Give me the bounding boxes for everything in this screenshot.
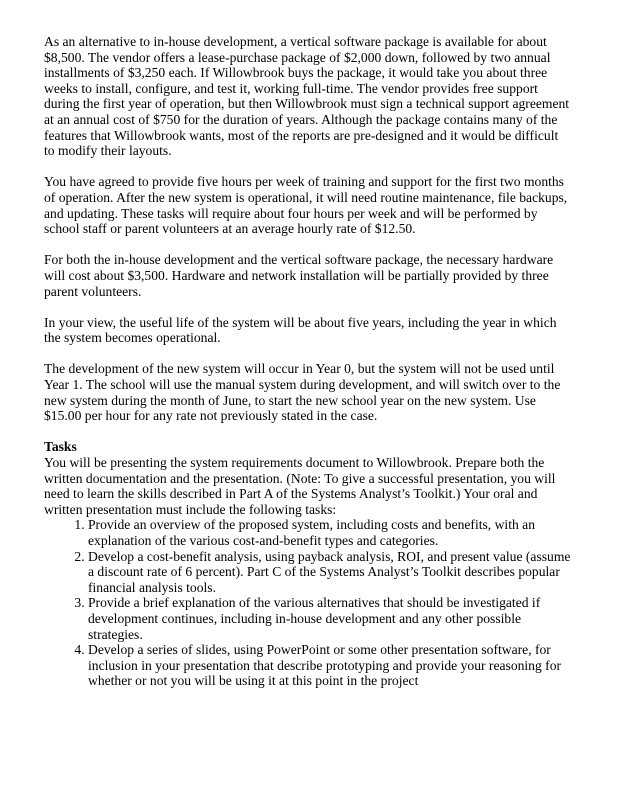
tasks-intro: You will be presenting the system requirements document to Willowbrook. Prepare both the written documentation and the presentation. (Note: To give a successful presentation, you will need to learn the skills described in Part A of the Systems Analyst’s Toolkit.) Your oral and written presentation must include the following tasks: xyxy=(44,455,556,517)
paragraph-hardware-cost: For both the in-house development and the vertical software package, the necessary hardware will cost about $3,500. Hardware and network installation will be partially provided by three parent volunteers. xyxy=(44,252,554,299)
task-item: 3. Provide a brief explanation of the various alternatives that should be investigated if development continues, including in-house development and any other possible strategies. xyxy=(88,595,572,642)
tasks-list xyxy=(44,517,572,689)
paragraph-useful-life: In your view, the useful life of the system will be about five years, including the year in which the system becomes operational. xyxy=(44,314,557,346)
tasks-heading: Tasks xyxy=(44,439,77,455)
paragraph-development-timeline: The development of the new system will occur in Year 0, but the system will not be used until Year 1. The school will use the manual system during development, and will switch over to the new system during the month of June, to start the new school year on the new system. Use $15.00 per hour for any rate not previously stated in the case. xyxy=(44,361,561,424)
task-item: 4. Develop a series of slides, using PowerPoint or some other presentation software, for inclusion in your presentation that describe prototyping and provide your reasoning for whether or not you will be using it at this point in the project xyxy=(88,642,572,689)
task-item: 1. Provide an overview of the proposed system, including costs and benefits, with an explanation of the various cost-and-benefit types and categories. xyxy=(88,517,572,548)
document-page xyxy=(44,34,572,689)
tasks-section xyxy=(44,439,572,689)
task-item: 2. Develop a cost-benefit analysis, using payback analysis, ROI, and present value (assume a discount rate of 6 percent). Part C of the Systems Analyst’s Toolkit describes popular financial analysis tools. xyxy=(88,549,572,596)
paragraph-training-support: You have agreed to provide five hours per week of training and support for the first two months of operation. After the new system is operational, it will need routine maintenance, file backups, and updating. These tasks will require about four hours per week and will be performed by school staff or parent volunteers at an average hourly rate of $12.50. xyxy=(44,174,568,237)
paragraph-vertical-package: As an alternative to in-house development, a vertical software package is available for about $8,500. The vendor offers a lease-purchase package of $2,000 down, followed by two annual installments of $3,250 each. If Willowbrook buys the package, it would take you about three weeks to install, configure, and test it, working full-time. The vendor provides free support during the first year of operation, but then Willowbrook must sign a technical support agreement at an annual cost of $750 for the duration of years. Although the package contains many of the features that Willowbrook wants, most of the reports are pre-designed and it would be difficult to modify their layouts. xyxy=(44,34,570,159)
